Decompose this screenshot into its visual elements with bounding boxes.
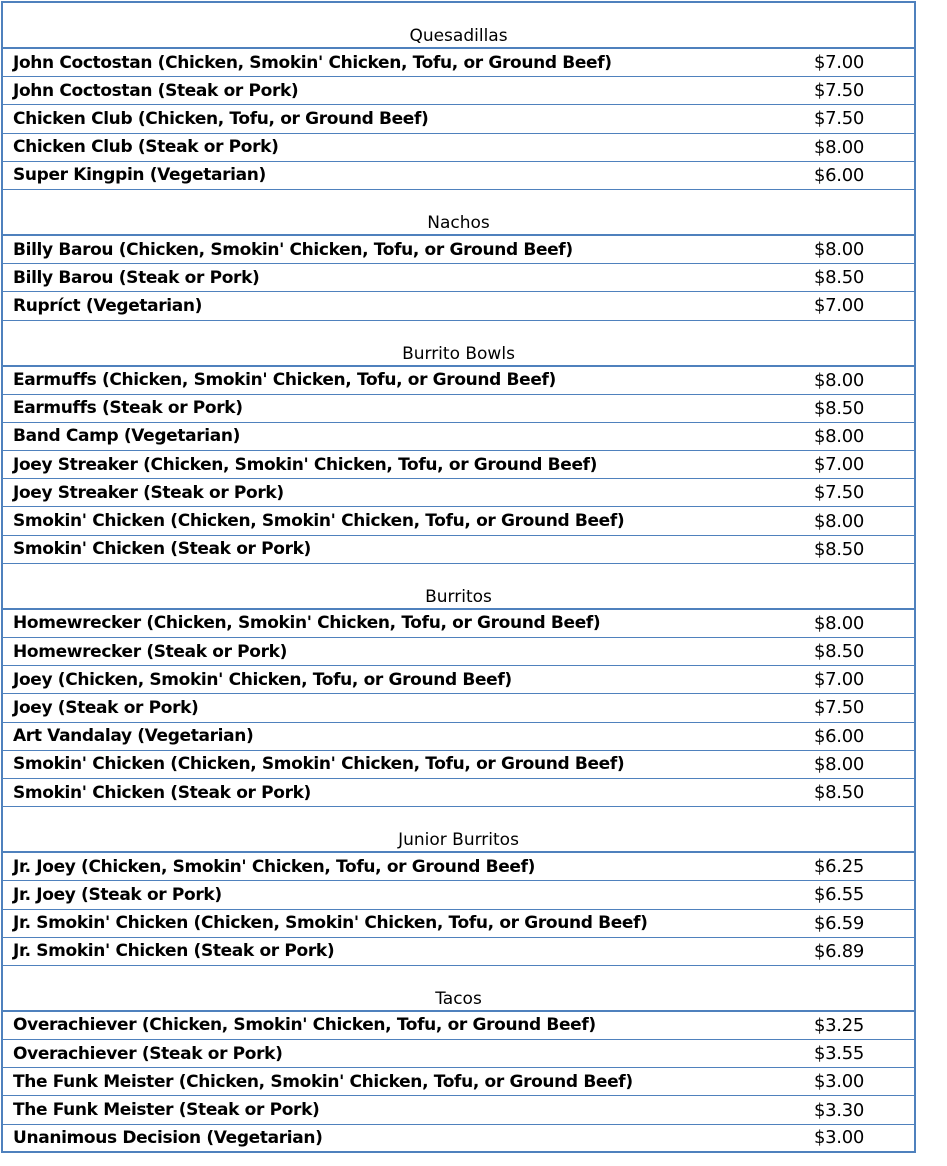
item-name: Joey (Chicken, Smokin' Chicken, Tofu, or Ground Beef): [13, 669, 512, 690]
item-name: Joey (Steak or Pork): [13, 697, 199, 718]
item-price: $8.00: [814, 612, 865, 634]
menu-row: [3, 638, 914, 666]
item-price: $8.00: [814, 239, 865, 261]
item-name: The Funk Meister (Chicken, Smokin' Chicken, Tofu, or Ground Beef): [13, 1071, 633, 1092]
item-name: Chicken Club (Steak or Pork): [13, 137, 279, 158]
section-header-nachos: Nachos: [3, 190, 914, 236]
item-name: Chicken Club (Chicken, Tofu, or Ground Beef): [13, 108, 429, 129]
menu-row: [3, 1040, 914, 1068]
item-name: Joey Streaker (Steak or Pork): [13, 482, 284, 503]
menu-row: [3, 694, 914, 722]
item-name: Earmuffs (Chicken, Smokin' Chicken, Tofu, or Ground Beef): [13, 370, 556, 391]
item-name: Jr. Smokin' Chicken (Steak or Pork): [13, 941, 335, 962]
menu-row: [3, 723, 914, 751]
item-price: $7.00: [814, 454, 865, 476]
item-name: Jr. Joey (Chicken, Smokin' Chicken, Tofu, or Ground Beef): [13, 856, 536, 877]
item-price: $7.50: [814, 697, 865, 719]
item-price: $6.59: [814, 912, 865, 934]
item-price: $8.00: [814, 510, 865, 532]
item-name: Jr. Joey (Steak or Pork): [13, 884, 222, 905]
menu-row: [3, 264, 914, 292]
section-header-quesadillas: Quesadillas: [3, 3, 914, 49]
menu-row: [3, 236, 914, 264]
menu-row: [3, 507, 914, 535]
menu-row: [3, 479, 914, 507]
menu-table: [1, 1, 916, 1153]
menu-row: [3, 367, 914, 395]
section-header-junior-burritos: Junior Burritos: [3, 807, 914, 853]
menu-row: [3, 536, 914, 564]
menu-row: [3, 881, 914, 909]
item-price: $7.00: [814, 295, 865, 317]
item-price: $7.00: [814, 52, 865, 74]
menu-row: [3, 451, 914, 479]
item-name: Billy Barou (Chicken, Smokin' Chicken, Tofu, or Ground Beef): [13, 239, 573, 260]
menu-row: [3, 938, 914, 966]
menu-row: [3, 49, 914, 77]
item-name: Homewrecker (Steak or Pork): [13, 641, 288, 662]
item-price: $8.00: [814, 753, 865, 775]
section-header-burrito-bowls: Burrito Bowls: [3, 321, 914, 367]
item-price: $8.00: [814, 136, 865, 158]
menu-row: [3, 423, 914, 451]
item-name: Homewrecker (Chicken, Smokin' Chicken, Tofu, or Ground Beef): [13, 613, 601, 634]
menu-row: [3, 1125, 914, 1153]
section-header-tacos: Tacos: [3, 966, 914, 1012]
menu-row: [3, 779, 914, 807]
menu-row: [3, 751, 914, 779]
item-name: Jr. Smokin' Chicken (Chicken, Smokin' Chicken, Tofu, or Ground Beef): [13, 913, 648, 934]
item-price: $7.50: [814, 108, 865, 130]
item-price: $8.00: [814, 425, 865, 447]
menu-row: [3, 910, 914, 938]
menu-row: [3, 610, 914, 638]
item-name: Smokin' Chicken (Steak or Pork): [13, 782, 311, 803]
item-price: $8.50: [814, 782, 865, 804]
menu-row: [3, 395, 914, 423]
item-name: Smokin' Chicken (Chicken, Smokin' Chicken, Tofu, or Ground Beef): [13, 511, 625, 532]
item-price: $8.50: [814, 641, 865, 663]
item-price: $3.00: [814, 1071, 865, 1093]
menu-row: [3, 1012, 914, 1040]
item-name: Overachiever (Chicken, Smokin' Chicken, Tofu, or Ground Beef): [13, 1015, 596, 1036]
item-name: Joey Streaker (Chicken, Smokin' Chicken, Tofu, or Ground Beef): [13, 454, 598, 475]
item-price: $6.55: [814, 884, 865, 906]
item-name: Rupríct (Vegetarian): [13, 295, 203, 316]
item-name: Overachiever (Steak or Pork): [13, 1043, 283, 1064]
menu-row: [3, 162, 914, 190]
item-price: $6.00: [814, 164, 865, 186]
menu-row: [3, 853, 914, 881]
item-name: Smokin' Chicken (Steak or Pork): [13, 539, 311, 560]
item-price: $3.00: [814, 1127, 865, 1149]
item-price: $7.50: [814, 482, 865, 504]
menu-row: [3, 1068, 914, 1096]
item-price: $8.00: [814, 369, 865, 391]
item-price: $6.25: [814, 856, 865, 878]
menu-row: [3, 666, 914, 694]
item-name: John Coctostan (Chicken, Smokin' Chicken, Tofu, or Ground Beef): [13, 52, 612, 73]
item-price: $3.30: [814, 1099, 865, 1121]
item-name: Billy Barou (Steak or Pork): [13, 267, 260, 288]
item-price: $7.50: [814, 80, 865, 102]
item-price: $8.50: [814, 538, 865, 560]
section-header-burritos: Burritos: [3, 564, 914, 610]
menu-row: [3, 105, 914, 133]
item-price: $3.25: [814, 1014, 865, 1036]
menu-row: [3, 134, 914, 162]
item-name: Band Camp (Vegetarian): [13, 426, 241, 447]
item-name: John Coctostan (Steak or Pork): [13, 80, 299, 101]
item-price: $6.89: [814, 940, 865, 962]
menu-row: [3, 1096, 914, 1124]
item-price: $7.00: [814, 669, 865, 691]
item-name: Unanimous Decision (Vegetarian): [13, 1127, 323, 1148]
item-name: Art Vandalay (Vegetarian): [13, 726, 254, 747]
item-name: Super Kingpin (Vegetarian): [13, 165, 266, 186]
menu-row: [3, 292, 914, 320]
item-price: $6.00: [814, 725, 865, 747]
menu-row: [3, 77, 914, 105]
item-price: $3.55: [814, 1043, 865, 1065]
item-price: $8.50: [814, 397, 865, 419]
item-name: Smokin' Chicken (Chicken, Smokin' Chicken, Tofu, or Ground Beef): [13, 754, 625, 775]
item-name: Earmuffs (Steak or Pork): [13, 398, 243, 419]
item-name: The Funk Meister (Steak or Pork): [13, 1100, 320, 1121]
item-price: $8.50: [814, 267, 865, 289]
